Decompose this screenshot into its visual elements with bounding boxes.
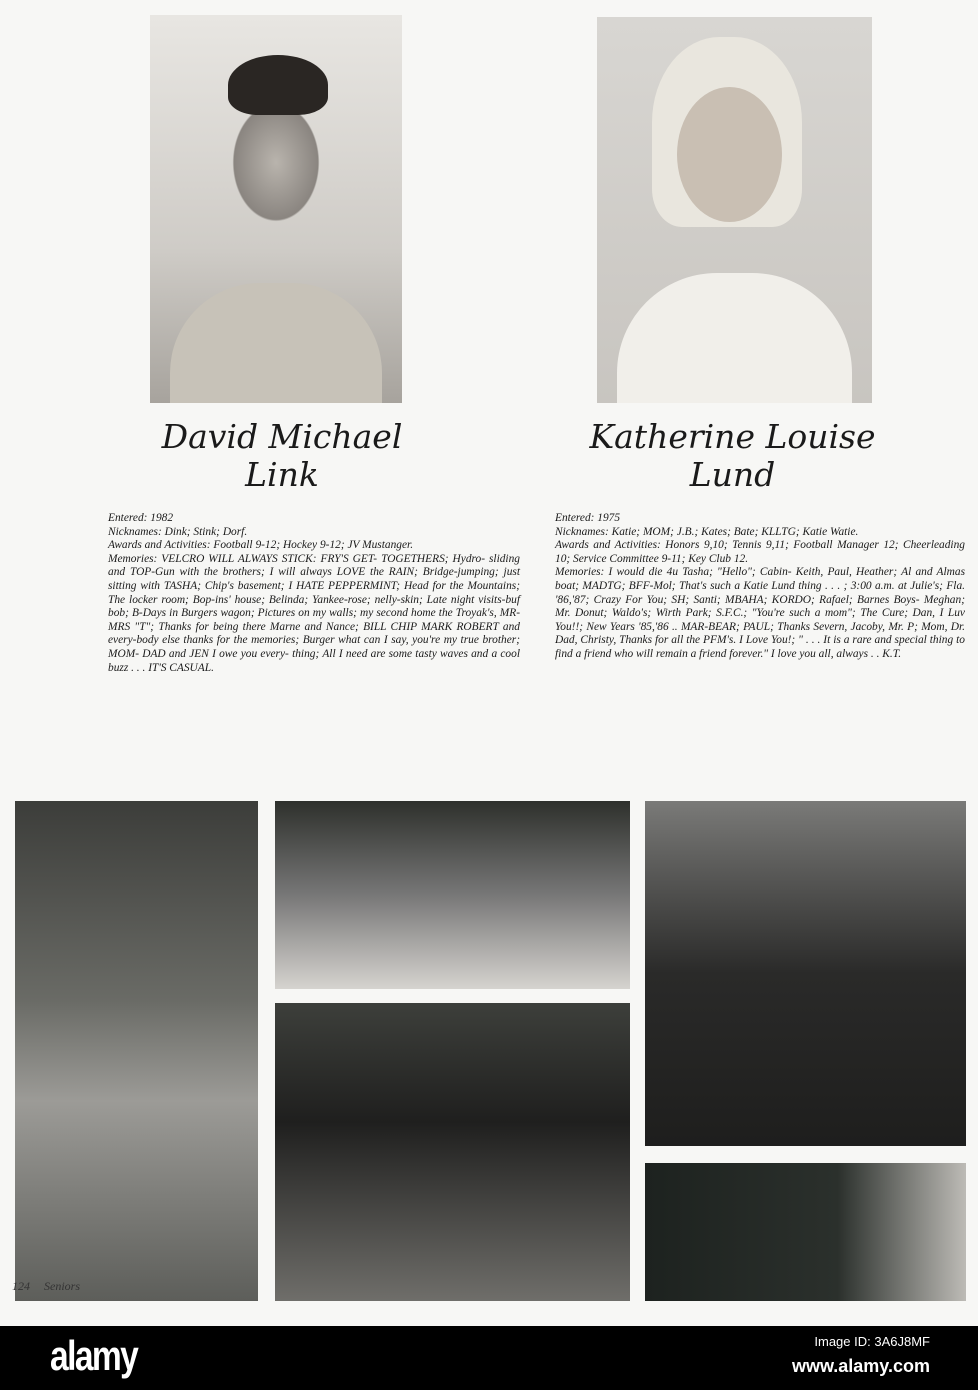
- portrait-david-link: [150, 15, 402, 403]
- name-line-1: David Michael: [161, 417, 403, 456]
- watermark-bar: [0, 1326, 978, 1390]
- name-line-2: Lund: [689, 455, 776, 494]
- awards: Awards and Activities: Football 9-12; Hockey 9-12; JV Mustanger.: [108, 539, 414, 552]
- candid-photo-group: [275, 801, 630, 989]
- nicknames: Nicknames: Dink; Stink; Dorf.: [108, 525, 248, 538]
- page-folio: [12, 1279, 94, 1294]
- entered: Entered: 1975: [555, 512, 621, 524]
- memories: Memories: I would die 4u Tasha; "Hello"; Cabin- Keith, Paul, Heather; Al and Almas boat; MADTG; BFF-Mol; That's such a Katie Lund thing . . . ; 3:00 a.m. at Julie's; Fla. '86,'87; Crazy For You; SH; Santi; MBAHA; KORDO; Rafael; Barnes Boys- Meghan; Mr. Donut; Waldo's; Wirth Park; S.F.C.; "You're such a mom"; The Cure; Dan, I Luv You!!; New Years '85,'86 .. MAR-BEAR; PAUL; Thanks Severn, Jacoby, Mr. P; Mom, Dr. Dad, Christy, Thanks for all the PFM's. I Love You!; " . . . It is a rare and special thing to find a friend who will remain a friend forever." I love you all, always . . K.T.: [555, 566, 965, 660]
- name-line-1: Katherine Louise: [589, 417, 876, 456]
- memories: Memories: VELCRO WILL ALWAYS STICK: FRY'S GET- TOGETHERS; Hydro- sliding and TOP-Gun with the brothers; I will always LOVE the RAIN; Bridge-jumping; just sitting with TASHA; Chip's basement; I HATE PEPPERMINT; Head for the Mountains; The locker room; Bop-ins' house; Belinda; Yankee-rose; nelly-skin; Late night visits-buf bob; B-Days in Burgers wagon; Pictures on my walls; my second home the Troyak's, MR-MRS "T"; Thanks for being there Marne and Nance; BILL CHIP MARK ROBERT and every-body else thanks for the memories; Burger what can I say, you're my true brother; MOM- DAD and JEN I owe you every- thing; All I need are some tasty waves and a cool buzz . . . IT'S CASUAL.: [108, 552, 520, 674]
- entered: Entered: 1982: [108, 512, 174, 524]
- candid-photo-sunglasses: [275, 1003, 630, 1301]
- portrait-katherine-lund: [597, 17, 872, 403]
- student-name: [560, 418, 905, 494]
- page-number: 124: [12, 1279, 30, 1293]
- nicknames: Nicknames: Katie; MOM; J.B.; Kates; Bate; KLLTG; Katie Watie.: [555, 525, 859, 538]
- image-id: Image ID: 3A6J8MF: [814, 1334, 930, 1349]
- candid-photo-chalkboard: [645, 1163, 966, 1301]
- alamy-logo: alamy: [50, 1332, 138, 1379]
- student-bio: [108, 512, 520, 675]
- candid-photo-friends: [645, 801, 966, 1146]
- student-bio: [555, 512, 965, 662]
- section-name: Seniors: [44, 1279, 80, 1293]
- student-name: [112, 418, 452, 494]
- site-url: www.alamy.com: [791, 1356, 930, 1376]
- name-line-2: Link: [245, 455, 319, 494]
- awards: Awards and Activities: Honors 9,10; Tennis 9,11; Football Manager 12; Cheerleading 10; Service Committee 9-11; Key Club 12.: [555, 539, 965, 565]
- candid-photo-pool: [15, 801, 258, 1301]
